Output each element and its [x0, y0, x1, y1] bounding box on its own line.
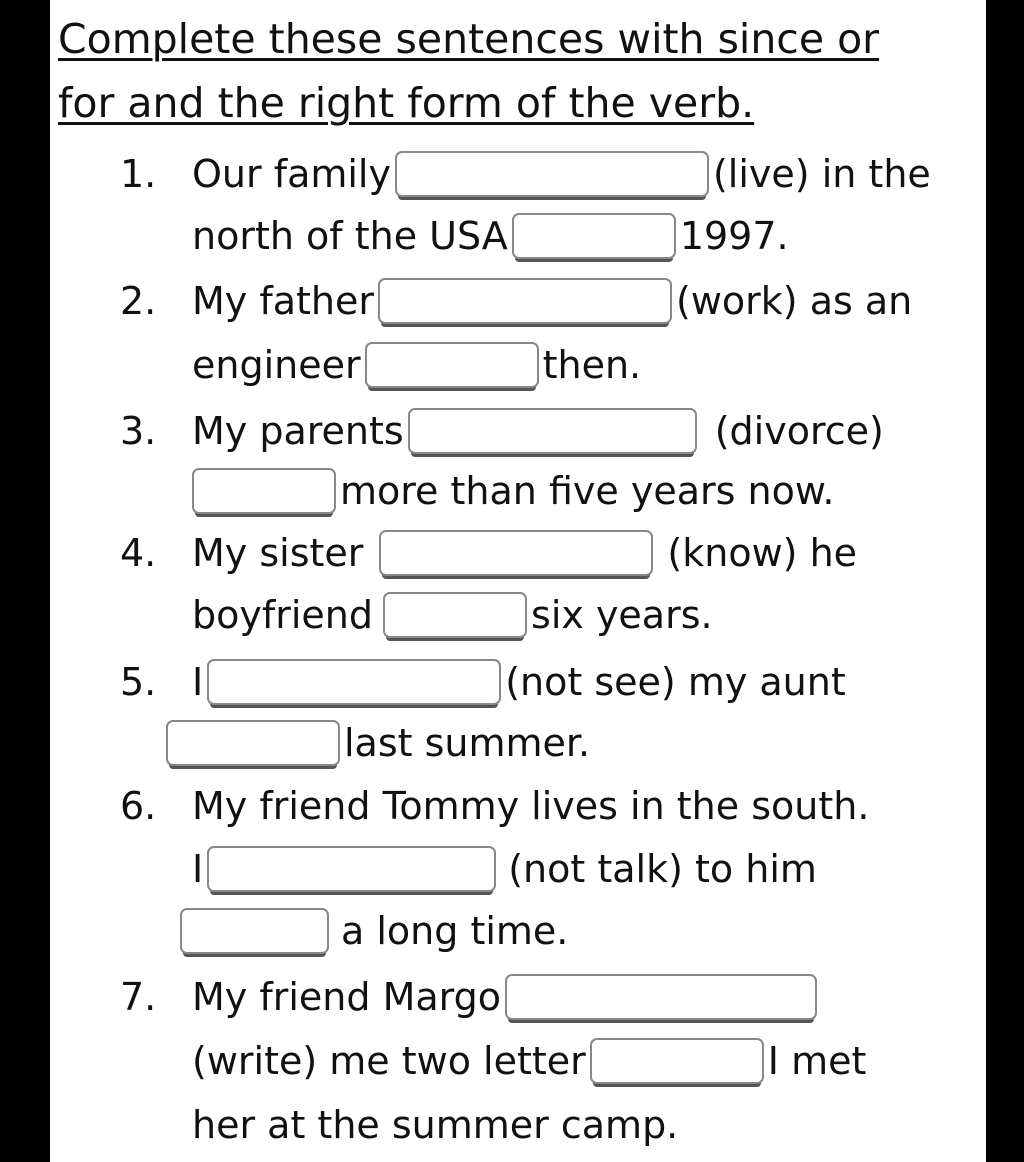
answer-blank[interactable] — [378, 278, 672, 324]
item-text: a long time. — [341, 909, 569, 953]
item-number: 7. — [120, 975, 157, 1019]
item-number: 3. — [120, 409, 157, 453]
answer-blank[interactable] — [365, 342, 539, 388]
item-2-line-2 — [192, 334, 641, 396]
item-text: her at the summer camp. — [192, 1103, 679, 1147]
item-text: (divorce) — [714, 409, 884, 453]
item-text: more than five years now. — [340, 469, 835, 513]
instruction-line-1: Complete these sentences with since or — [58, 15, 880, 63]
item-text: Our family — [192, 152, 391, 196]
item-1-line-1 — [192, 143, 931, 205]
item-number: 5. — [120, 660, 157, 704]
item-text: last summer. — [344, 721, 591, 765]
item-text: 1997. — [679, 214, 789, 258]
item-1-line-2 — [192, 205, 789, 267]
worksheet — [50, 0, 986, 1162]
item-5-line-2 — [166, 712, 590, 774]
item-number: 2. — [120, 279, 157, 323]
answer-blank[interactable] — [408, 408, 697, 454]
answer-blank[interactable] — [180, 908, 329, 954]
item-number: 6. — [120, 784, 157, 828]
item-text: (not talk) to him — [508, 847, 817, 891]
item-5-line-1 — [192, 651, 846, 713]
item-text: (live) in the — [712, 152, 931, 196]
item-text: My friend Margo — [192, 975, 501, 1019]
item-text: north of the USA — [192, 214, 508, 258]
answer-blank[interactable] — [192, 468, 336, 514]
answer-blank[interactable] — [505, 974, 817, 1020]
item-6-line-2 — [192, 838, 817, 900]
item-text: My parents — [192, 409, 404, 453]
item-text: six years. — [531, 593, 713, 637]
item-text: then. — [542, 343, 642, 387]
item-7-line-3 — [192, 1094, 678, 1156]
item-text: (not see) my aunt — [505, 660, 846, 704]
item-text: (write) me two letter — [192, 1039, 586, 1083]
answer-blank[interactable] — [207, 659, 501, 705]
item-text: engineer — [192, 343, 361, 387]
item-text: My friend Tommy lives in the south. — [192, 784, 870, 828]
item-2-line-1 — [192, 270, 912, 332]
item-3-line-1 — [192, 400, 884, 462]
item-6-line-1 — [192, 775, 869, 837]
answer-blank[interactable] — [207, 846, 496, 892]
instruction-line-2: for and the right form of the verb. — [58, 79, 755, 127]
item-text: My father — [192, 279, 375, 323]
item-text: My sister — [192, 531, 364, 575]
item-7-line-1 — [192, 966, 821, 1028]
item-6-line-3 — [180, 900, 568, 962]
item-4-line-2 — [192, 584, 713, 646]
answer-blank[interactable] — [379, 530, 653, 576]
answer-blank[interactable] — [395, 151, 709, 197]
answer-blank[interactable] — [512, 213, 676, 259]
answer-blank[interactable] — [590, 1038, 764, 1084]
item-text: I — [192, 847, 204, 891]
item-3-line-2 — [192, 460, 834, 522]
item-text: I — [192, 660, 204, 704]
answer-blank[interactable] — [383, 592, 527, 638]
item-number: 4. — [120, 531, 157, 575]
item-number: 1. — [120, 152, 157, 196]
item-4-line-1 — [192, 522, 857, 584]
item-text: I met — [767, 1039, 867, 1083]
item-7-line-2 — [192, 1030, 866, 1092]
answer-blank[interactable] — [166, 720, 340, 766]
item-text: boyfriend — [192, 593, 374, 637]
item-text: (work) as an — [676, 279, 913, 323]
item-text: (know) he — [667, 531, 858, 575]
